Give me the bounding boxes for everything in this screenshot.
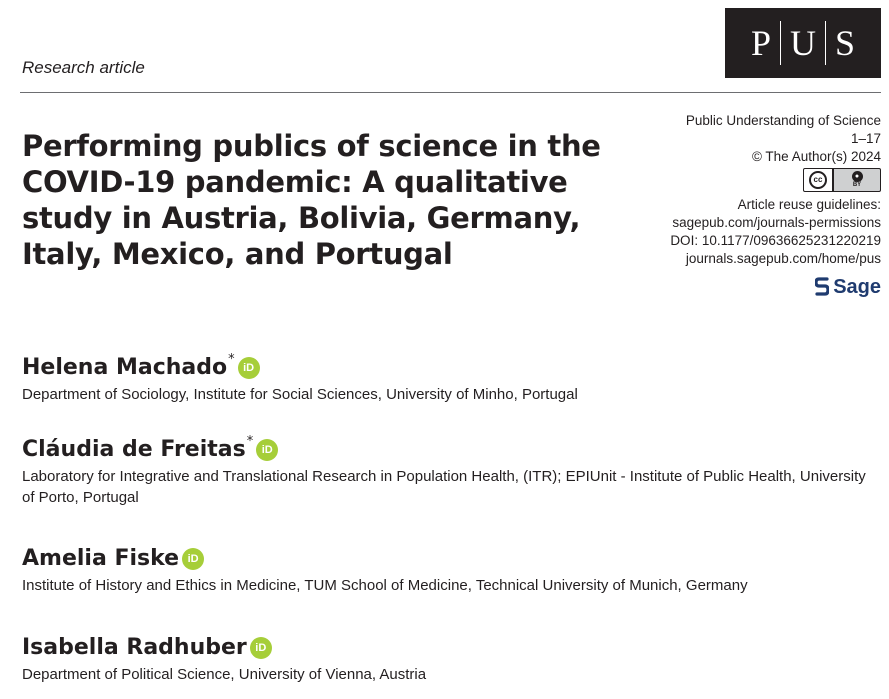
sage-label: Sage bbox=[833, 276, 881, 298]
header-rule bbox=[20, 92, 881, 93]
author-name: Isabella Radhuber bbox=[22, 635, 247, 660]
author-block bbox=[22, 545, 872, 596]
by-label: BY bbox=[852, 182, 862, 188]
author-name: Amelia Fiske bbox=[22, 546, 180, 571]
cc-icon: cc bbox=[809, 171, 827, 189]
corresponding-mark: * bbox=[228, 352, 235, 367]
page-range: 1–17 bbox=[850, 131, 881, 146]
logo-letter-u: U bbox=[790, 23, 816, 63]
author-affiliation: Department of Sociology, Institute for Social Sciences, University of Minho, Portugal bbox=[22, 386, 578, 403]
cc-by-license-icon[interactable] bbox=[803, 168, 881, 192]
author-name: Cláudia de Freitas bbox=[22, 437, 246, 462]
journal-logo bbox=[725, 8, 881, 78]
author-block bbox=[22, 436, 872, 508]
orcid-icon[interactable]: iD bbox=[238, 357, 260, 379]
author-affiliation: Institute of History and Ethics in Medicine, TUM School of Medicine, Technical University of Munich, Germany bbox=[22, 577, 748, 594]
author-affiliation: Laboratory for Integrative and Translational Research in Population Health, (ITR); EPIUnit - Institute of Public Health, University of Porto, Portugal bbox=[22, 468, 866, 506]
orcid-icon[interactable]: iD bbox=[182, 548, 204, 570]
orcid-icon[interactable]: iD bbox=[256, 439, 278, 461]
author-block bbox=[22, 634, 872, 685]
sage-logo bbox=[815, 276, 881, 298]
author-block bbox=[22, 354, 872, 405]
author-affiliation: Department of Political Science, University of Vienna, Austria bbox=[22, 666, 427, 683]
article-type: Research article bbox=[22, 58, 145, 77]
logo-letter-p: P bbox=[750, 23, 771, 63]
reuse-guidelines-link[interactable]: sagepub.com/journals-permissions bbox=[672, 215, 881, 230]
attribution-icon: ● bbox=[852, 171, 863, 182]
copyright: © The Author(s) 2024 bbox=[751, 149, 881, 164]
journal-url[interactable]: journals.sagepub.com/home/pus bbox=[685, 251, 881, 266]
article-title: Performing publics of science in the COVID-19 pandemic: A qualitative study in Austria, Bolivia, Germany, Italy, Mexico, and Portugal bbox=[22, 129, 601, 271]
reuse-guidelines-label: Article reuse guidelines: bbox=[737, 197, 881, 212]
sage-s-icon bbox=[815, 276, 829, 298]
logo-letter-s: S bbox=[835, 23, 856, 63]
article-meta bbox=[621, 112, 881, 298]
corresponding-mark: * bbox=[246, 434, 254, 449]
doi[interactable]: DOI: 10.1177/09636625231220219 bbox=[670, 233, 881, 248]
journal-name: Public Understanding of Science bbox=[685, 113, 881, 128]
orcid-icon[interactable]: iD bbox=[250, 637, 272, 659]
author-name: Helena Machado bbox=[22, 355, 228, 380]
